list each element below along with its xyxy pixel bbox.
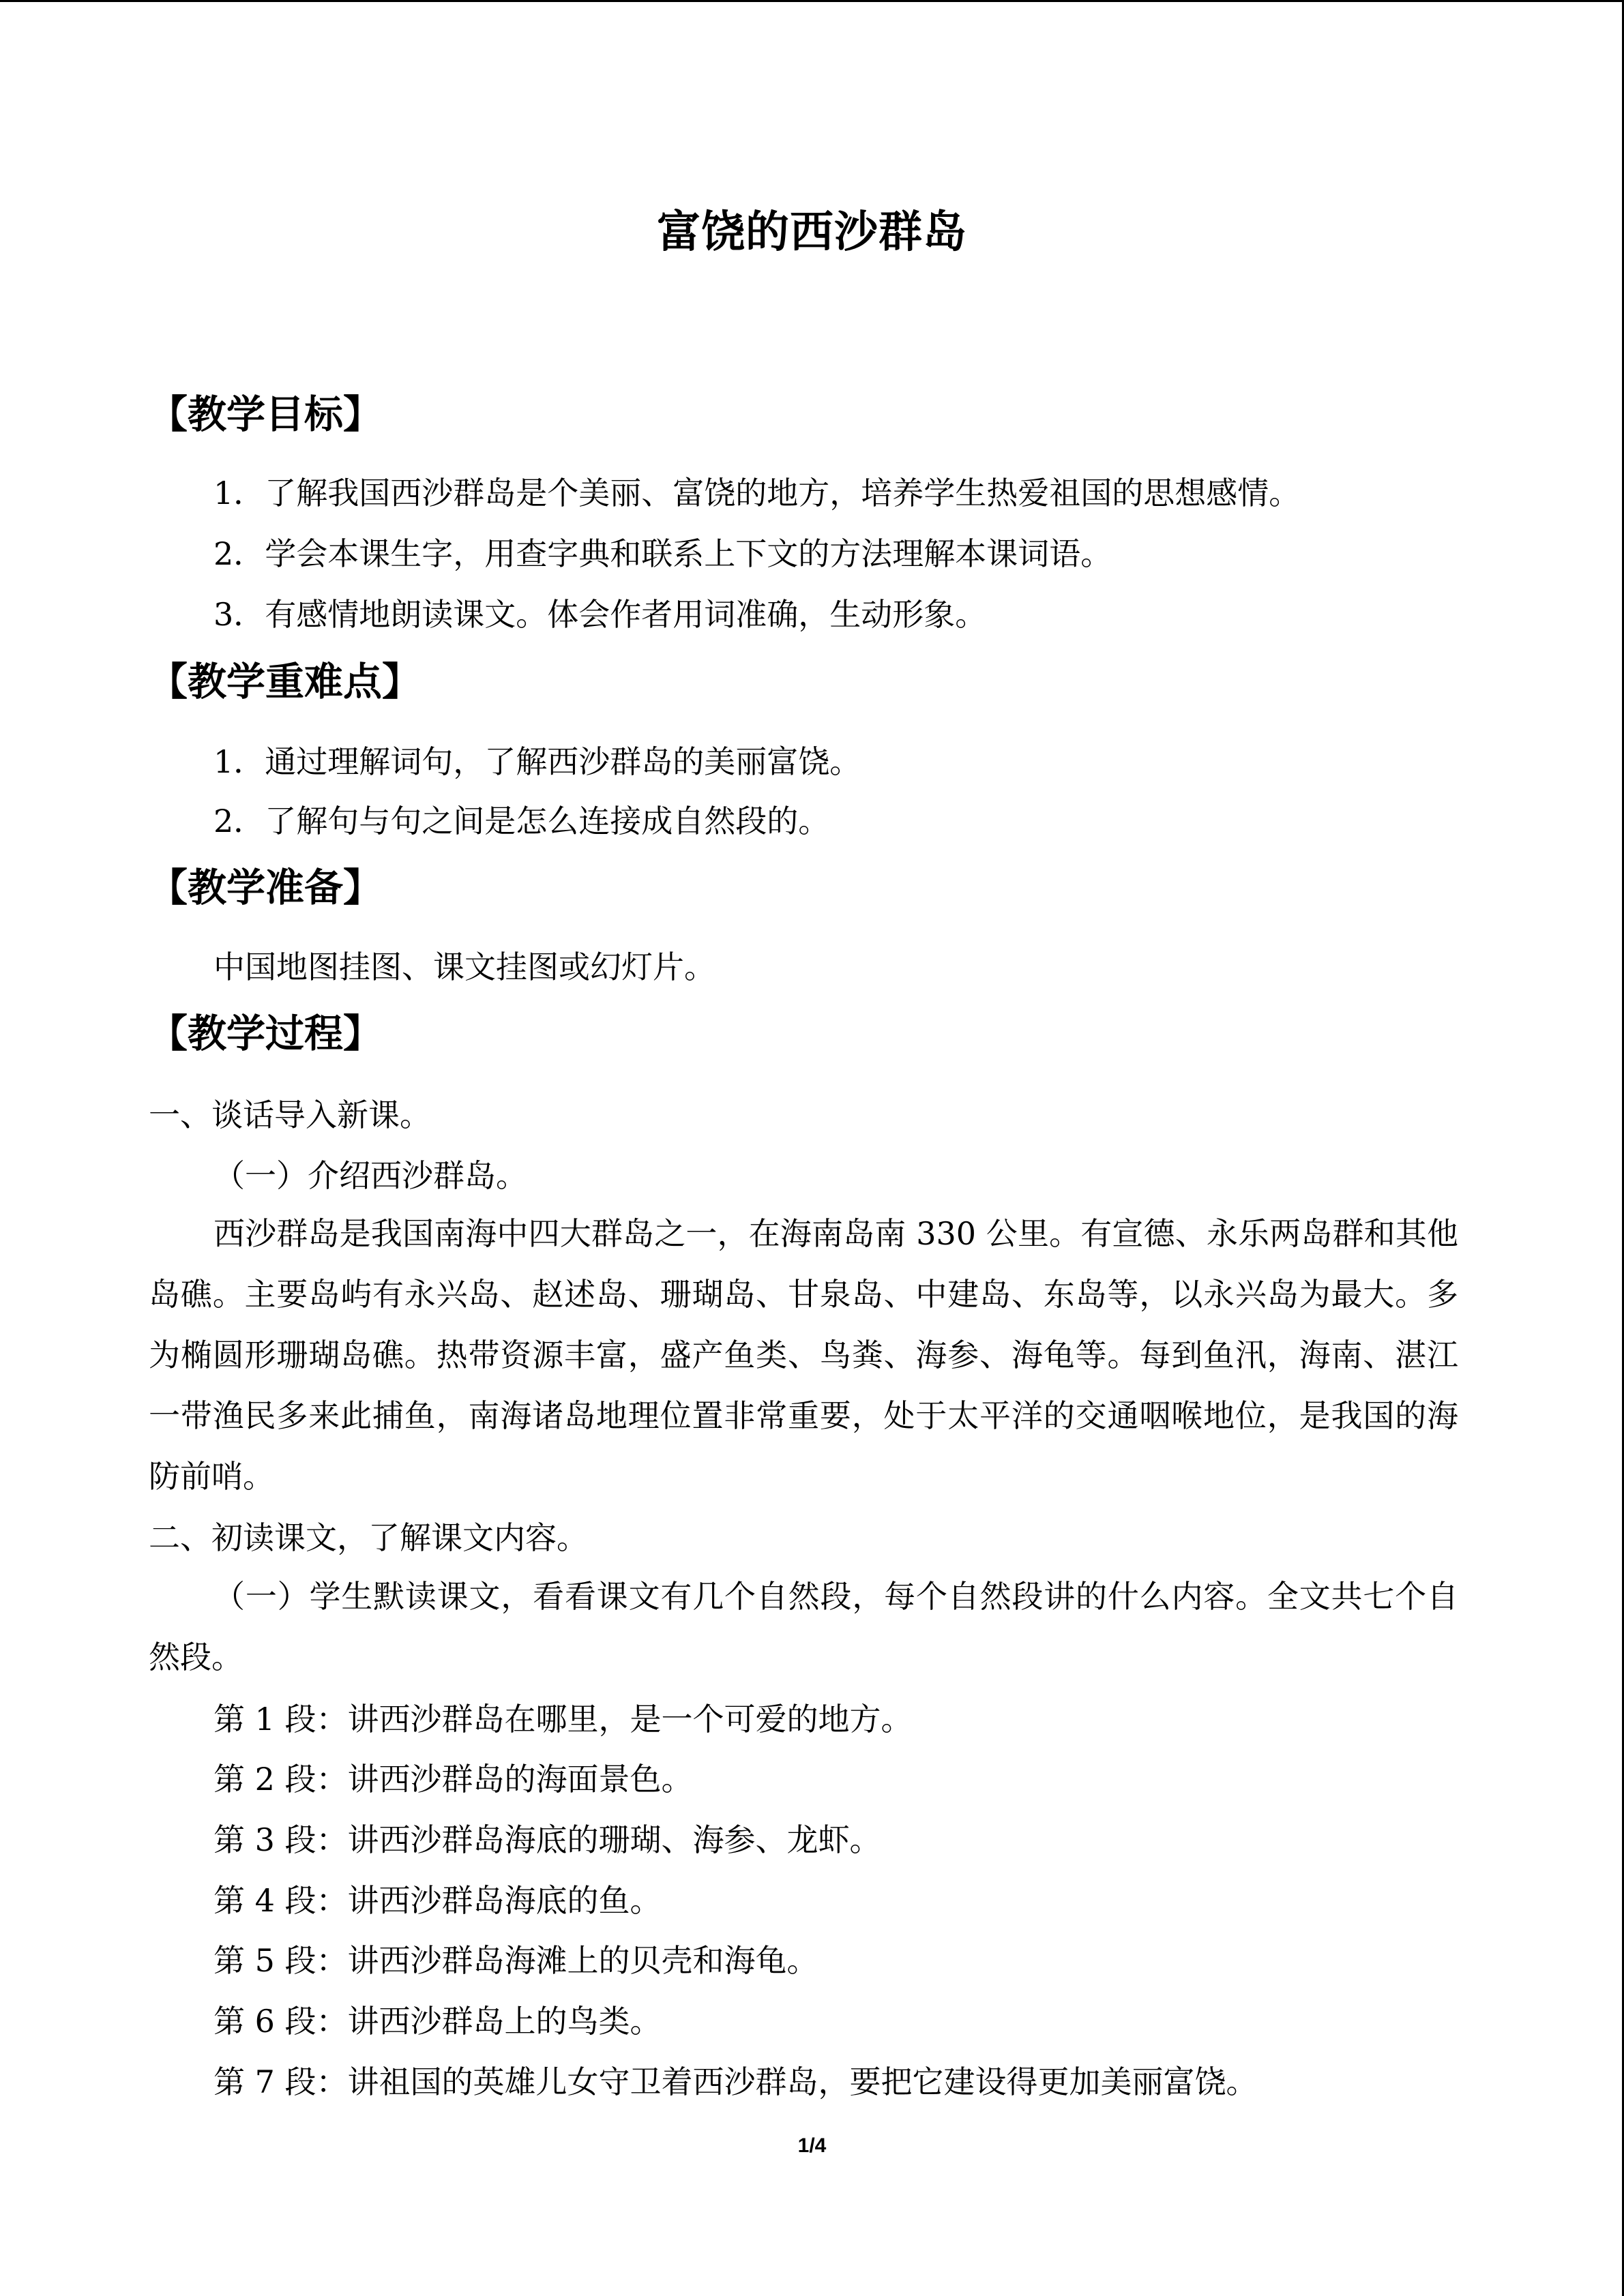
key-point-item-2: 2．了解句与句之间是怎么连接成自然段的。 [213,803,830,839]
paragraph-summary-1: 第 1 段：讲西沙群岛在哪里，是一个可爱的地方。 [213,1701,913,1738]
paragraph-summary-2: 第 2 段：讲西沙群岛的海面景色。 [213,1761,693,1798]
process-part2-title: 二、初读课文，了解课文内容。 [149,1519,588,1556]
paragraph-summary-3: 第 3 段：讲西沙群岛海底的珊瑚、海参、龙虾。 [213,1821,881,1858]
process-part1-subtitle: （一）介绍西沙群岛。 [213,1157,527,1194]
process-part1-paragraph: 西沙群岛是我国南海中四大群岛之一，在海南岛南 330 公里。有宣德、永乐两岛群和其他岛礁。主要岛屿有永兴岛、赵述岛、珊瑚岛、甘泉岛、中建岛、东岛等，以永兴岛为最大。多为椭圆形珊瑚岛礁。热带资源丰富，盛产鱼类、鸟粪、海参、海龟等。每到鱼汛，海南、湛江一带渔民多来此捕鱼，南海诸岛地理位置非常重要，处于太平洋的交通咽喉地位，是我国的海防前哨。 [149,1215,1458,1495]
page-border-top [0,0,1624,2]
preparation-text: 中国地图挂图、课文挂图或幻灯片。 [213,949,715,985]
paragraph-summary-6: 第 6 段：讲西沙群岛上的鸟类。 [213,2003,662,2040]
heading-objectives: 【教学目标】 [149,392,382,437]
page-number: 1/4 [797,2134,827,2157]
heading-preparation: 【教学准备】 [149,865,382,910]
paragraph-summary-5: 第 5 段：讲西沙群岛海滩上的贝壳和海龟。 [213,1942,818,1979]
objective-item-1: 1．了解我国西沙群岛是个美丽、富饶的地方，培养学生热爱祖国的思想感情。 [213,475,1301,511]
process-part2-paragraph: （一）学生默读课文，看看课文有几个自然段，每个自然段讲的什么内容。全文共七个自然段。 [149,1578,1458,1675]
paragraph-summary-4: 第 4 段：讲西沙群岛海底的鱼。 [213,1882,662,1919]
heading-process: 【教学过程】 [149,1011,382,1056]
heading-key-points: 【教学重难点】 [149,659,421,704]
paragraph-summary-7: 第 7 段：讲祖国的英雄儿女守卫着西沙群岛，要把它建设得更加美丽富饶。 [213,2063,1258,2100]
document-title: 富饶的西沙群岛 [657,207,967,258]
objective-item-3: 3．有感情地朗读课文。体会作者用词准确，生动形象。 [213,596,987,633]
objective-item-2: 2．学会本课生字，用查字典和联系上下文的方法理解本课词语。 [213,535,1112,572]
process-part1-title: 一、谈话导入新课。 [149,1097,431,1133]
key-point-item-1: 1．通过理解词句，了解西沙群岛的美丽富饶。 [213,743,861,780]
